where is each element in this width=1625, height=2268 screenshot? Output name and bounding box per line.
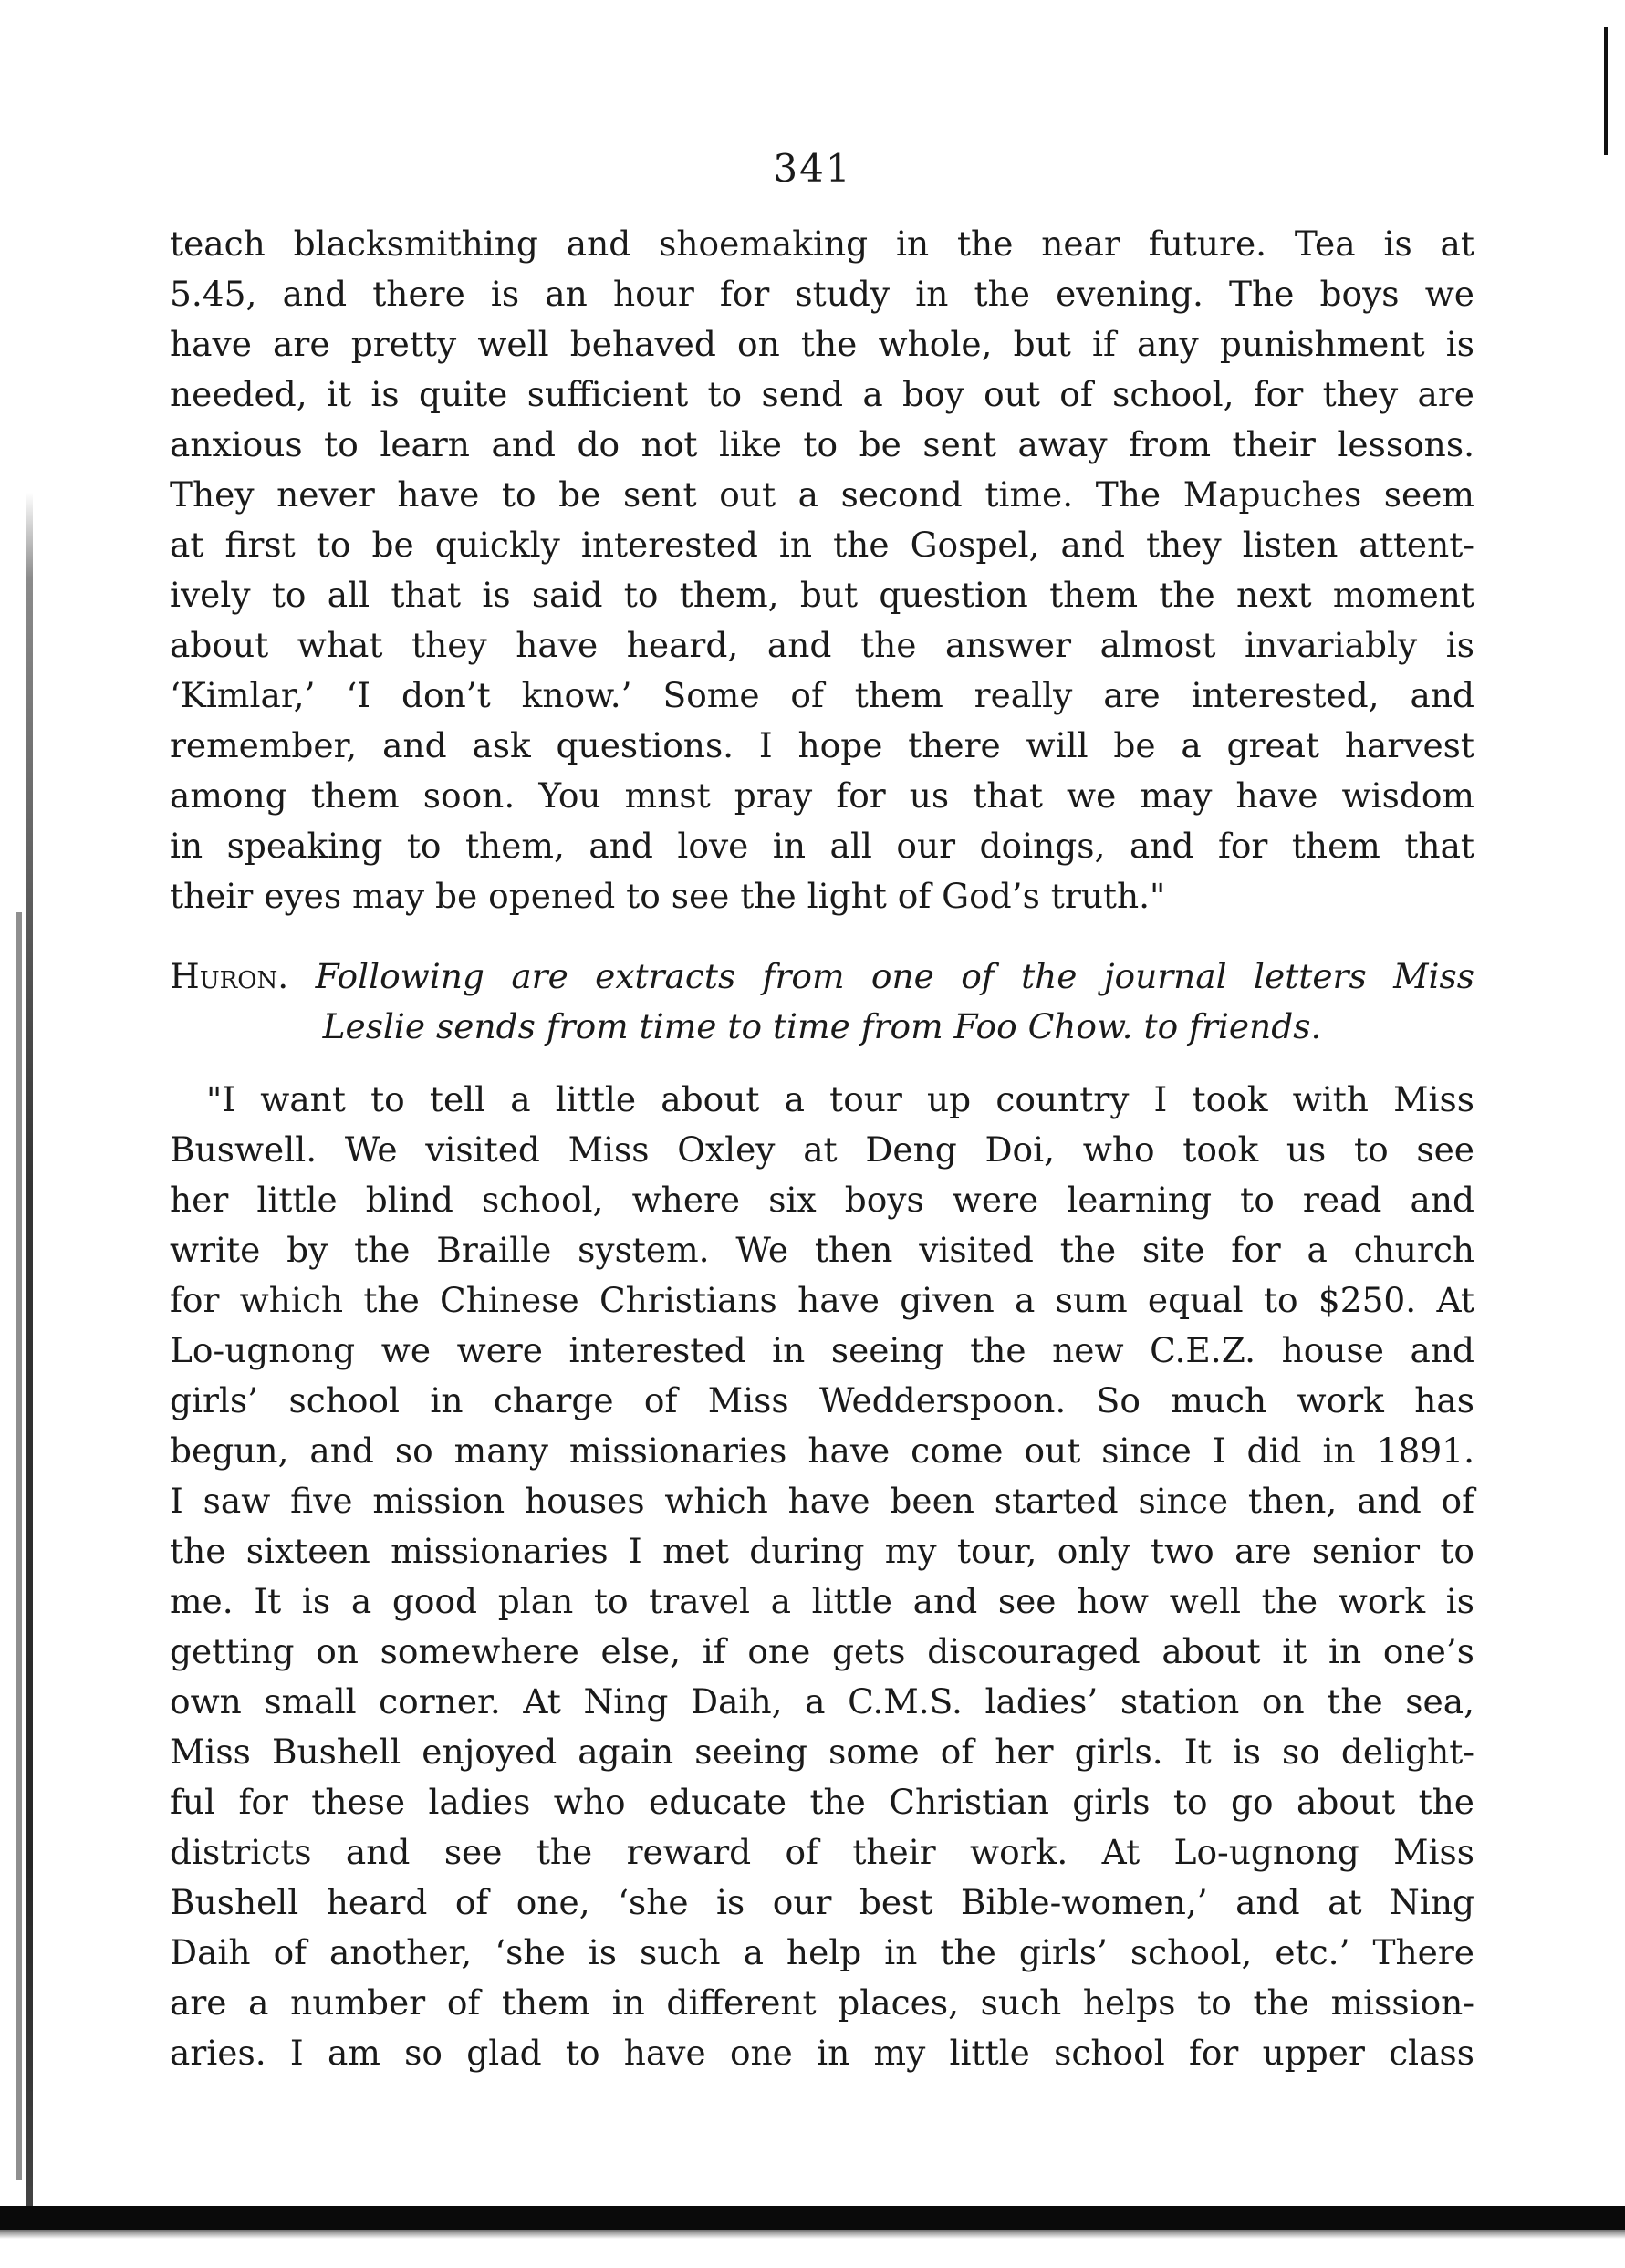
text-line: 5.45, and there is an hour for study in the evening. The boys we — [170, 274, 1474, 314]
text-line: the sixteen missionaries I met during my tour, only two are senior to — [170, 1531, 1474, 1571]
text-line: districts and see the reward of their work. At Lo-ugnong Miss — [170, 1832, 1474, 1872]
text-line: ful for these ladies who educate the Christian girls to go about the — [170, 1782, 1474, 1822]
text-line: Bushell heard of one, ‘she is our best Bible-women,’ and at Ning — [170, 1882, 1474, 1922]
text-line: anxious to learn and do not like to be sent away from their lessons. — [170, 424, 1474, 464]
text-line: their eyes may be opened to see the light of God’s truth." — [170, 876, 1166, 916]
text-line: her little blind school, where six boys were learning to read and — [170, 1180, 1474, 1220]
text-line: write by the Braille system. We then visited the site for a church — [170, 1230, 1474, 1270]
text-line: own small corner. At Ning Daih, a C.M.S. ladies’ station on the sea, — [170, 1681, 1474, 1722]
text-line: ‘Kimlar,’ ‘I don’t know.’ Some of them really are interested, and — [170, 675, 1474, 715]
text-line: girls’ school in charge of Miss Wedderspoon. So much work has — [170, 1380, 1474, 1420]
scan-edge-left — [26, 493, 33, 2208]
text-line: Lo-ugnong we were interested in seeing the new C.E.Z. house and — [170, 1330, 1474, 1370]
section-heading — [170, 952, 1474, 1001]
text-line: among them soon. You mnst pray for us that we may have wisdom — [170, 775, 1474, 816]
scan-edge-right — [1604, 27, 1608, 155]
heading-line-1: Following are extracts from one of the journal letters Miss — [315, 956, 1474, 996]
page-number: 341 — [773, 146, 852, 191]
text-line: Buswell. We visited Miss Oxley at Deng Doi, who took us to see — [170, 1129, 1474, 1170]
text-line: Miss Bushell enjoyed again seeing some of her girls. It is so delight- — [170, 1732, 1474, 1772]
text-line: about what they have heard, and the answer almost invariably is — [170, 625, 1474, 665]
text-line: I saw five mission houses which have been started since then, and of — [170, 1481, 1474, 1521]
text-line: teach blacksmithing and shoemaking in the near future. Tea is at — [170, 224, 1474, 264]
text-line: begun, and so many missionaries have come out since I did in 1891. — [170, 1431, 1474, 1471]
text-line: getting on somewhere else, if one gets discouraged about it in one’s — [170, 1631, 1474, 1671]
heading-label: Huron. — [170, 956, 289, 996]
text-line: have are pretty well behaved on the whole, but if any punishment is — [170, 324, 1474, 364]
scan-edge-bottom-shadow — [0, 2230, 1625, 2239]
text-line: in speaking to them, and love in all our doings, and for them that — [170, 826, 1474, 866]
text-line: ively to all that is said to them, but question them the next moment — [170, 575, 1474, 615]
text-line: aries. I am so glad to have one in my little school for upper class — [170, 2033, 1474, 2073]
text-line: me. It is a good plan to travel a little and see how well the work is — [170, 1581, 1474, 1621]
text-line: "I want to tell a little about a tour up country I took with Miss — [206, 1079, 1474, 1119]
text-line: are a number of them in different places, such helps to the mission- — [170, 1982, 1474, 2023]
text-line: needed, it is quite sufficient to send a boy out of school, for they are — [170, 374, 1474, 414]
heading-line-2: Leslie sends from time to time from Foo Chow. to friends. — [322, 1006, 1322, 1046]
scan-edge-left-shadow — [16, 912, 22, 2180]
scan-edge-bottom — [0, 2206, 1625, 2230]
text-line: for which the Chinese Christians have given a sum equal to $250. At — [170, 1280, 1474, 1320]
text-line: at first to be quickly interested in the Gospel, and they listen attent- — [170, 525, 1474, 565]
text-line: They never have to be sent out a second time. The Mapuches seem — [170, 474, 1474, 515]
text-line: Daih of another, ‘she is such a help in the girls’ school, etc.’ There — [170, 1932, 1474, 1972]
text-line: remember, and ask questions. I hope there will be a great harvest — [170, 725, 1474, 765]
